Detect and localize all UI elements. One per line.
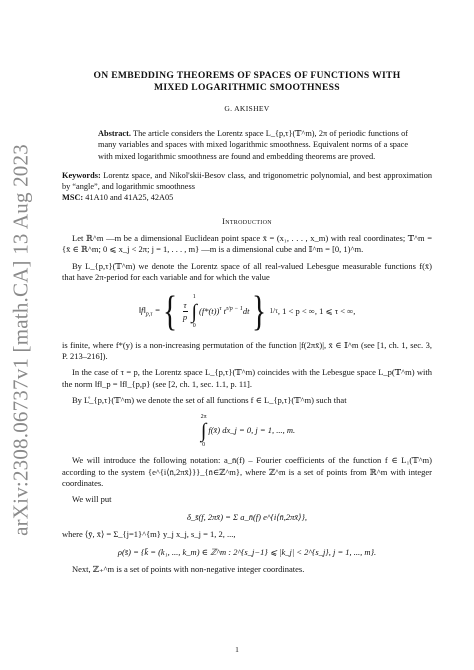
section-heading: Introduction	[222, 217, 272, 227]
arxiv-id: arXiv:2308.06737v1 [math.CA] 13 Aug 2023	[8, 144, 33, 536]
msc-label: MSC:	[62, 193, 84, 203]
paragraph-2: By L_{p,τ}(𝕋^m) we denote the Lorentz space of all real-valued Lebesgue measurable functions f(x̄) that have 2π-period for each variable and for which the value	[62, 260, 432, 283]
paragraph-6: We will introduce the following notation: a_n̄(f) – Fourier coefficients of the function f ∈ L₁(𝕋^m) according to the system {e^{i⟨n̄,2πx̄⟩}}_{n̄∈ℤ^m}, where ℤ^m is a set of points from ℝ^m with integer coordinates.	[62, 455, 432, 488]
paragraph-9: Next, ℤ₊^m is a set of points with non-negative integer coordinates.	[72, 564, 305, 575]
keywords-text: Lorentz space, and Nikol'skii-Besov class, and trigonometric polynomial, and best approximation by “angle”, and logarithmic smoothness	[62, 170, 432, 191]
paragraph-7: We will put	[72, 494, 112, 505]
keywords-label: Keywords:	[62, 170, 101, 180]
paper-title: ON EMBEDDING THEOREMS OF SPACES OF FUNCTIONS WITH MIXED LOGARITHMIC SMOOTHNESS	[93, 70, 401, 94]
abstract-text: The article considers the Lorentz space L_{p,τ}(𝕋^m), 2π of periodic functions of many variables and spaces with mixed logarithmic smoothness. Equivalent norms of a space with mixed logarithmic smoothness are found and embedding theorems are proved.	[98, 129, 408, 161]
paper-page	[62, 70, 432, 576]
msc	[62, 192, 432, 203]
arxiv-watermark	[4, 120, 38, 560]
zero-mean-eq: f(x̄) dx_j = 0, j = 1, ..., m.	[208, 425, 296, 436]
paragraph-4: In the case of τ = p, the Lorentz space L_{p,τ}(𝕋^m) coincides with the Lebesgue space L_p(𝕋^m) with the norm ‖f‖_p = ‖f‖_{p,p} (see [2, ch. 1, sec. 1.1, p. 11].	[62, 367, 432, 389]
paragraph-1: Let ℝ^m —m be a dimensional Euclidean point space x̄ = (x₁, . . . , x_m) with real coordinates; 𝕋^m = {x̄ ∈ ℝ^m; 0 ⩽ x_j < 2π; j = 1, . . . , m} —m is a dimensional cube and 𝕀^m = [0, 1)^m.	[62, 232, 432, 255]
paragraph-3: is finite, where f*(y) is a non-increasing permutation of the function |f(2πx̄)|, x̄ ∈ 𝕀^m (see [1, ch. 1, sec. 3, P. 213–216]).	[62, 339, 432, 361]
delta-formula: δ_s̄(f, 2πx̄) = Σ a_n̄(f) e^{i⟨n̄,2πx̄⟩},	[186, 511, 308, 522]
author: G. AKISHEV	[224, 103, 270, 113]
paragraph-5: By L̊_{p,τ}(𝕋^m) we denote the set of all functions f ∈ L_{p,τ}(𝕋^m) such that	[72, 395, 347, 406]
lorentz-norm-formula: $‖f‖_{p,\tau}$ = { $\frac{\tau}{p}$ 1 ∫ 0 $(f*(t))^\tau$ $t^{\tau/p - 1}dt$ } 1/τ , 1 < p < ∞, 1 ⩽ τ < ∞,	[138, 288, 356, 335]
norm-condition: , 1 < p < ∞, 1 ⩽ τ < ∞,	[277, 305, 356, 316]
zero-mean-formula: 2π ∫ 0 f(x̄) dx_j = 0, j = 1, ..., m.	[200, 413, 296, 448]
msc-text: 41A10 and 41A25, 42A05	[85, 193, 174, 203]
abstract-label: Abstract.	[98, 129, 131, 139]
page-number: 1	[235, 645, 239, 654]
keywords	[62, 170, 432, 192]
abstract	[98, 128, 408, 162]
paragraph-8: where ⟨ȳ, x̄⟩ = Σ_{j=1}^{m} y_j x_j, s_j = 1, 2, ...,	[62, 529, 236, 540]
rho-formula: ρ(s̄) = {k̄ = (k₁, ..., k_m) ∈ ℤ^m : 2^{s_j−1} ⩽ |k_j| < 2^{s_j}, j = 1, ..., m}.	[117, 546, 377, 557]
